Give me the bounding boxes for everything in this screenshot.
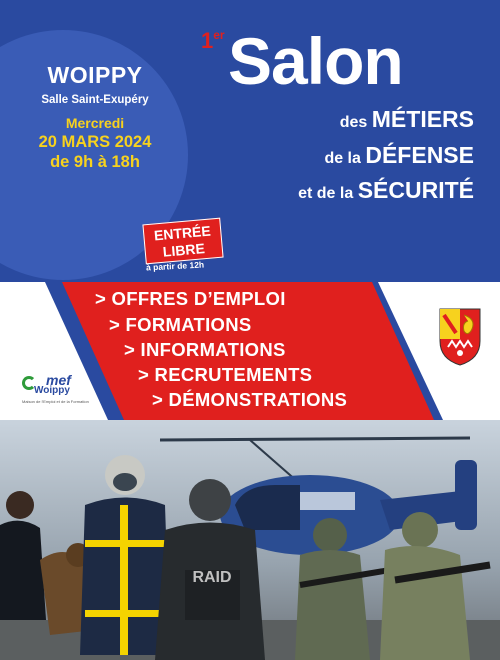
ordinal-number: 1 [201, 28, 214, 53]
event-day: Mercredi [65, 115, 125, 131]
ordinal-suffix: er [213, 28, 225, 42]
badge-note: à partir de 12h [145, 259, 205, 273]
photo-illustration [0, 420, 500, 660]
subtitle-line-1 [340, 106, 474, 133]
event-info [0, 62, 190, 172]
offer-item-information: > INFORMATIONS [124, 339, 286, 360]
event-venue: Salle Saint-Exupéry [41, 94, 149, 106]
event-hours: de 9h à 18h [50, 153, 140, 171]
mef-logo-icon [20, 372, 90, 408]
subtitle-line-1-small: des [339, 114, 368, 131]
subtitle-line-2 [324, 142, 474, 169]
hero-photo [0, 420, 500, 660]
event-city: WOIPPY [47, 62, 143, 88]
soldiers [295, 512, 490, 660]
free-entry-badge [142, 218, 223, 265]
subtitle-line-3-small: et de la [298, 185, 354, 202]
subtitle-line-1-big: MÉTIERS [371, 106, 474, 132]
offer-item-demonstrations: > DÉMONSTRATIONS [152, 389, 348, 410]
subtitle-line-3 [298, 177, 474, 204]
firefighter [80, 455, 170, 655]
subtitle-line-2-big: DÉFENSE [365, 142, 474, 168]
event-date: 20 MARS 2024 [38, 133, 152, 151]
badge-line-2: LIBRE [162, 240, 206, 260]
main-title: Salon [228, 24, 403, 98]
badge-line-1: ENTRÉE [153, 222, 212, 244]
subtitle-line-2-small: de la [324, 150, 361, 167]
subtitle-line-3-big: SÉCURITÉ [357, 177, 474, 203]
coat-of-arms-icon [438, 307, 482, 367]
logo-tagline: Maison de l'Emploi et de la Formation [22, 399, 89, 404]
offer-item-recruitment: > RECRUTEMENTS [138, 364, 313, 385]
logo-brand: mef [46, 372, 71, 388]
offer-item-jobs: > OFFRES D’EMPLOI [95, 288, 286, 309]
vest-text: RAID [192, 569, 232, 586]
offer-item-training: > FORMATIONS [109, 314, 252, 335]
officer-with-dog [0, 491, 95, 635]
logo-city: Woippy [34, 385, 70, 396]
header-panel [0, 0, 500, 282]
edition-ordinal [201, 28, 225, 54]
